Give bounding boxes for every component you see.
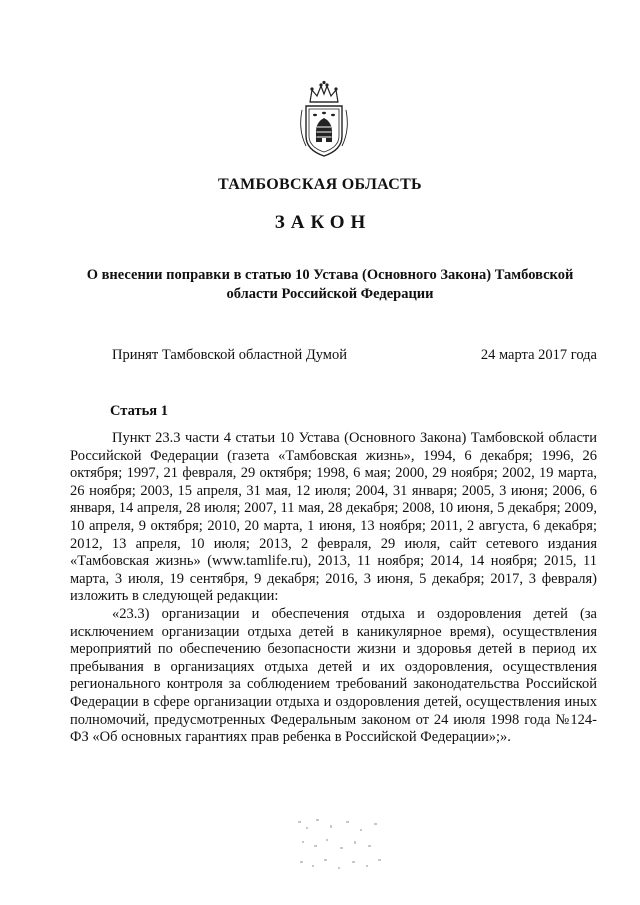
adoption-date: 24 марта 2017 года [480, 347, 597, 363]
document-type-title: ЗАКОН [274, 212, 372, 233]
adoption-line [112, 347, 597, 364]
article-paragraph: Пункт 23.3 части 4 статьи 10 Устава (Основного Закона) Тамбовской области Российской Федерации (газета «Тамбовская жизнь», 1994, 6 декабря; 1996, 26 октября; 1997, 21 февраля, 29 октября; 1998, 6 мая; 2000, 29 ноября; 2002, 19 марта, 26 ноября; 2003, 15 апреля, 31 мая, 12 июля; 2004, 31 января; 2005, 3 июня; 2006, 6 января, 14 апреля, 28 июля; 2007, 11 мая, 28 декабря; 2008, 10 июня, 5 декабря; 2009, 10 апреля, 9 октября; 2010, 20 марта, 1 июня, 13 ноября; 2011, 2 августа, 6 декабря; 2012, 13 апреля, 10 июля; 2013, 2 февраля, 29 июля, сайт сетевого издания «Тамбовская жизнь» (www.tamlife.ru), 2013, 11 ноября; 2014, 14 ноября; 2015, 11 марта, 3 июля, 19 сентября, 9 декабря; 2016, 3 июня, 5 декабря; 2017, 3 февраля) изложить в следующей редакции: [70, 430, 597, 605]
law-subject: О внесении поправки в статью 10 Устава (Основного Закона) Тамбовской области Российской Федерации [86, 267, 574, 302]
region-title: ТАМБОВСКАЯ ОБЛАСТЬ [218, 176, 422, 193]
article-heading: Статья 1 [110, 403, 168, 419]
article-paragraph: «23.3) организации и обеспечения отдыха и оздоровления детей (за исключением организации отдыха детей в каникулярное время), осуществления мероприятий по обеспечению безопасности жизни и здоровья детей в период их пребывания в организациях отдыха детей и их оздоровления, осуществления регионального контроля за соблюдением требований законодательства Российской Федерации в сфере организации отдыха и оздоровления детей, осуществления иных полномочий, предусмотренных Федеральным законом от 24 июля 1998 года №124-ФЗ «Об основных гарантиях прав ребенка в Российской Федерации»;». [70, 605, 597, 746]
faint-stamp-marks [296, 815, 386, 875]
adopted-by: Принят Тамбовской областной Думой [112, 347, 347, 363]
article-body [70, 430, 597, 747]
coat-of-arms-icon [294, 80, 354, 160]
